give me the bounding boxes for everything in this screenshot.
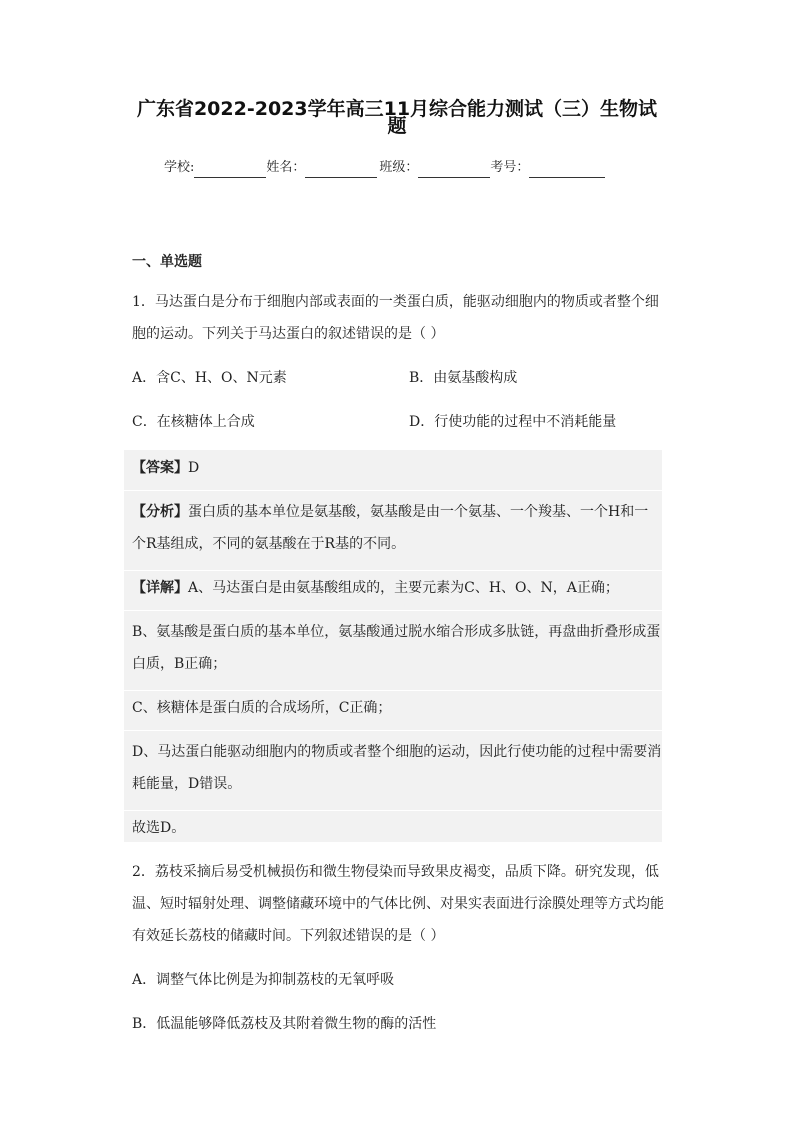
q1-option-b: B．由氨基酸构成 <box>409 370 518 386</box>
detail-line6: 耗能量，D错误。 <box>132 776 242 792</box>
q1-option-c: C．在核糖体上合成 <box>132 414 255 430</box>
class-field[interactable] <box>418 163 490 178</box>
number-label: 考号： <box>490 160 530 175</box>
name-label: 姓名： <box>266 160 306 175</box>
analysis-line1 <box>132 502 648 522</box>
detail-line4: C、核糖体是蛋白质的合成场所，C正确； <box>132 700 392 716</box>
q2-option-a: A．调整气体比例是为抑制荔枝的无氧呼吸 <box>132 972 395 988</box>
class-label: 班级： <box>379 160 419 175</box>
detail-text: A、马达蛋白是由氨基酸组成的，主要元素为C、H、O、N，A正确； <box>188 580 619 596</box>
q2-stem-line3: 有效延长荔枝的储藏时间。下列叙述错误的是（ ） <box>132 928 445 944</box>
divider <box>124 690 662 691</box>
q1-stem-line2: 胞的运动。下列关于马达蛋白的叙述错误的是（ ） <box>132 326 445 342</box>
student-info-row <box>164 158 605 178</box>
analysis-text: 蛋白质的基本单位是氨基酸，氨基酸是由一个氨基、一个羧基、一个H和一 <box>188 504 649 520</box>
page-title: 广东省2022-2023学年高三11月综合能力测试（三）生物试 <box>136 98 658 120</box>
q1-option-d: D．行使功能的过程中不消耗能量 <box>409 414 617 430</box>
detail-line5: D、马达蛋白能驱动细胞内的物质或者整个细胞的运动，因此行使功能的过程中需要消 <box>132 744 662 760</box>
divider <box>124 610 662 611</box>
q2-option-b: B．低温能够降低荔枝及其附着微生物的酶的活性 <box>132 1016 437 1032</box>
detail-line1 <box>132 578 619 598</box>
conclusion-line: 故选D。 <box>132 820 186 836</box>
q1-stem-line1: 1．马达蛋白是分布于细胞内部或表面的一类蛋白质，能驱动细胞内的物质或者整个细 <box>132 294 659 310</box>
detail-line2: B、氨基酸是蛋白质的基本单位，氨基酸通过脱水缩合形成多肽链，再盘曲折叠形成蛋 <box>132 624 661 640</box>
name-field[interactable] <box>305 163 377 178</box>
number-field[interactable] <box>529 163 605 178</box>
detail-line3: 白质，B正确； <box>132 656 227 672</box>
section-heading: 一、单选题 <box>132 254 202 270</box>
answer-value: D <box>188 460 200 476</box>
q1-option-a: A．含C、H、O、N元素 <box>132 370 287 386</box>
page-title-continued: 题 <box>387 115 407 137</box>
divider <box>124 730 662 731</box>
school-field[interactable] <box>194 163 266 178</box>
divider <box>124 570 662 571</box>
analysis-label: 【分析】 <box>132 504 188 520</box>
divider <box>124 810 662 811</box>
answer-label: 【答案】 <box>132 460 188 476</box>
q2-stem-line1: 2．荔枝采摘后易受机械损伤和微生物侵染而导致果皮褐变，品质下降。研究发现，低 <box>132 864 659 880</box>
q2-stem-line2: 温、短时辐射处理、调整储藏环境中的气体比例、对果实表面进行涂膜处理等方式均能 <box>132 896 664 912</box>
school-label: 学校: <box>164 160 195 175</box>
analysis-line2: 个R基组成，不同的氨基酸在于R基的不同。 <box>132 536 406 552</box>
answer-line <box>132 458 199 478</box>
divider <box>124 490 662 491</box>
detail-label: 【详解】 <box>132 580 188 596</box>
